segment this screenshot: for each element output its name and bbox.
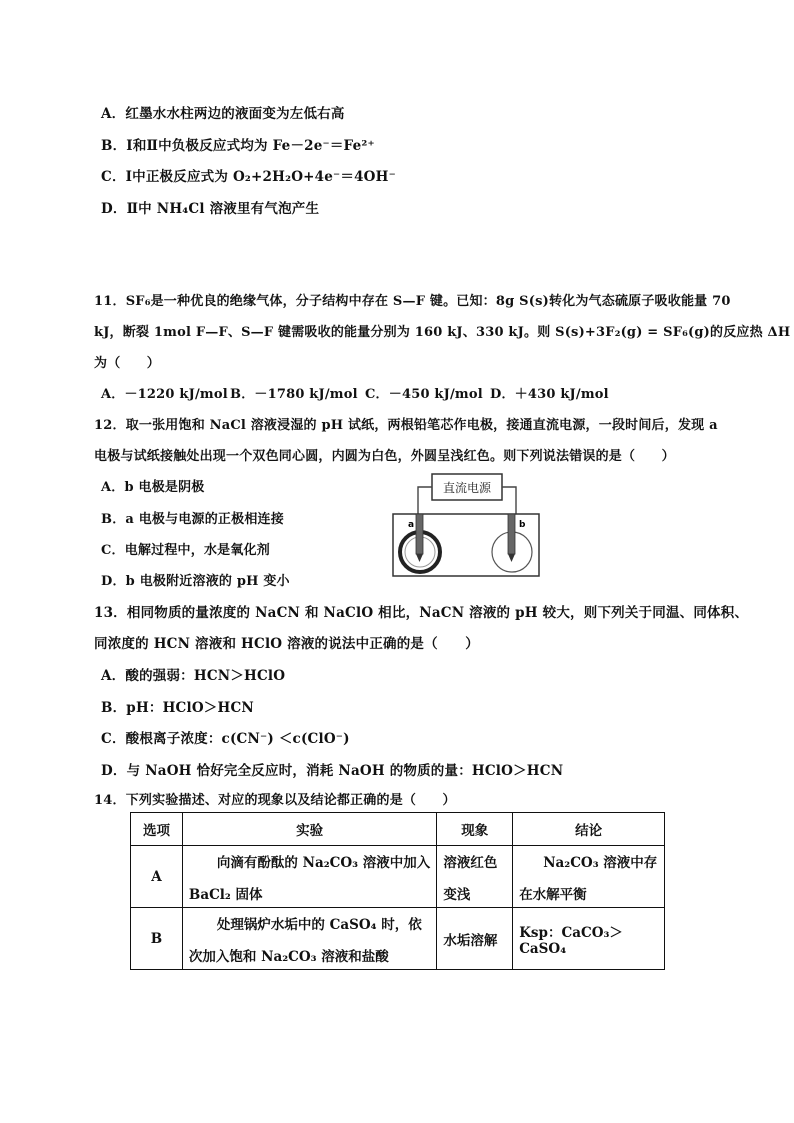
header-option: 选项 [131, 813, 183, 846]
row-a-experiment [182, 846, 436, 908]
q12-option-c: C．电解过程中，水是氧化剂 [101, 543, 270, 558]
q12-option-a: A．b 电极是阴极 [101, 480, 205, 495]
table-row [131, 908, 665, 970]
row-a-phenomenon [437, 846, 513, 908]
wire-a [418, 487, 432, 514]
electrolysis-diagram [390, 472, 542, 580]
q12-option-b: B．a 电极与电源的正极相连接 [101, 512, 284, 527]
q11-option-d: D．＋430 kJ/mol [490, 387, 609, 402]
row-a-conclusion [513, 846, 665, 908]
q12-stem-line1: 12．取一张用饱和 NaCl 溶液浸湿的 pH 试纸，两根铅笔芯作电极，接通直流电源，一段时间后，发现 a [94, 418, 718, 433]
q12-stem-line2: 电极与试纸接触处出现一个双色同心圆，内圆为白色，外圆呈浅红色。则下列说法错误的是（ ） [94, 449, 675, 464]
dc-power-supply-label: 直流电源 [442, 481, 492, 495]
q13-option-b: B．pH：HClO＞HCN [101, 700, 254, 716]
row-a-exp-line1: 向滴有酚酞的 Na₂CO₃ 溶液中加入 [216, 854, 431, 871]
table-row [131, 846, 665, 908]
row-a-phen-line2: 变浅 [443, 886, 471, 903]
row-b-option: B [131, 908, 183, 970]
q13-stem-line1: 13．相同物质的量浓度的 NaCN 和 NaClO 相比，NaCN 溶液的 pH 较大，则下列关于同温、同体积、 [94, 605, 749, 621]
row-b-conclusion: Ksp：CaCO₃＞CaSO₄ [513, 908, 665, 970]
q13-option-a: A．酸的强弱：HCN＞HClO [101, 668, 286, 684]
q11-option-a: A．－1220 kJ/mol [101, 387, 228, 402]
header-experiment: 实验 [182, 813, 436, 846]
row-a-option: A [131, 846, 183, 908]
row-b-exp-line2: 次加入饱和 Na₂CO₃ 溶液和盐酸 [188, 948, 389, 965]
row-b-exp-line1: 处理锅炉水垢中的 CaSO₄ 时，依 [216, 916, 422, 933]
q11-stem-line1: 11．SF₆是一种优良的绝缘气体，分子结构中存在 S—F 键。已知：8g S(s)转化为气态硫原子吸收能量 70 [94, 294, 731, 309]
q14-stem: 14．下列实验描述、对应的现象以及结论都正确的是（ ） [94, 793, 456, 808]
header-phenomenon: 现象 [437, 813, 513, 846]
q11-stem-line3: 为（ ） [94, 356, 161, 371]
electrode-b-label: b [519, 520, 526, 530]
q13-stem-line2: 同浓度的 HCN 溶液和 HClO 溶液的说法中正确的是（ ） [94, 636, 479, 652]
header-conclusion: 结论 [513, 813, 665, 846]
electrode-b [508, 514, 515, 554]
q13-option-d: D．与 NaOH 恰好完全反应时，消耗 NaOH 的物质的量：HClO＞HCN [101, 763, 564, 779]
row-a-conc-line1: Na₂CO₃ 溶液中存 [543, 854, 658, 871]
row-a-phen-line1: 溶液红色 [443, 854, 498, 871]
row-a-exp-line2: BaCl₂ 固体 [188, 886, 263, 903]
q13-option-c: C．酸根离子浓度：c(CN⁻) ＜c(ClO⁻) [101, 731, 350, 747]
experiment-table [130, 812, 665, 970]
row-b-phenomenon: 水垢溶解 [437, 908, 513, 970]
q10-option-a: A．红墨水水柱两边的液面变为左低右高 [101, 106, 345, 122]
q10-option-c: C．Ⅰ中正极反应式为 O₂+2H₂O+4e⁻＝4OH⁻ [101, 169, 396, 185]
q11-option-c: C．－450 kJ/mol [365, 387, 483, 402]
q10-option-d: D．Ⅱ中 NH₄Cl 溶液里有气泡产生 [101, 201, 320, 217]
row-b-experiment [182, 908, 436, 970]
q10-option-b: B．Ⅰ和Ⅱ中负极反应式均为 Fe－2e⁻＝Fe²⁺ [101, 138, 375, 154]
row-a-conc-line2: 在水解平衡 [519, 886, 587, 903]
electrode-a [416, 514, 423, 554]
q11-option-b: B．－1780 kJ/mol [230, 387, 358, 402]
q11-stem-line2: kJ，断裂 1mol F—F、S—F 键需吸收的能量分别为 160 kJ、330 kJ。则 S(s)+3F₂(g) = SF₆(g)的反应热 ΔH [94, 325, 791, 340]
wire-b [502, 487, 516, 514]
table-header-row [131, 813, 665, 846]
electrode-a-label: a [408, 520, 415, 530]
q12-option-d: D．b 电极附近溶液的 pH 变小 [101, 574, 290, 589]
